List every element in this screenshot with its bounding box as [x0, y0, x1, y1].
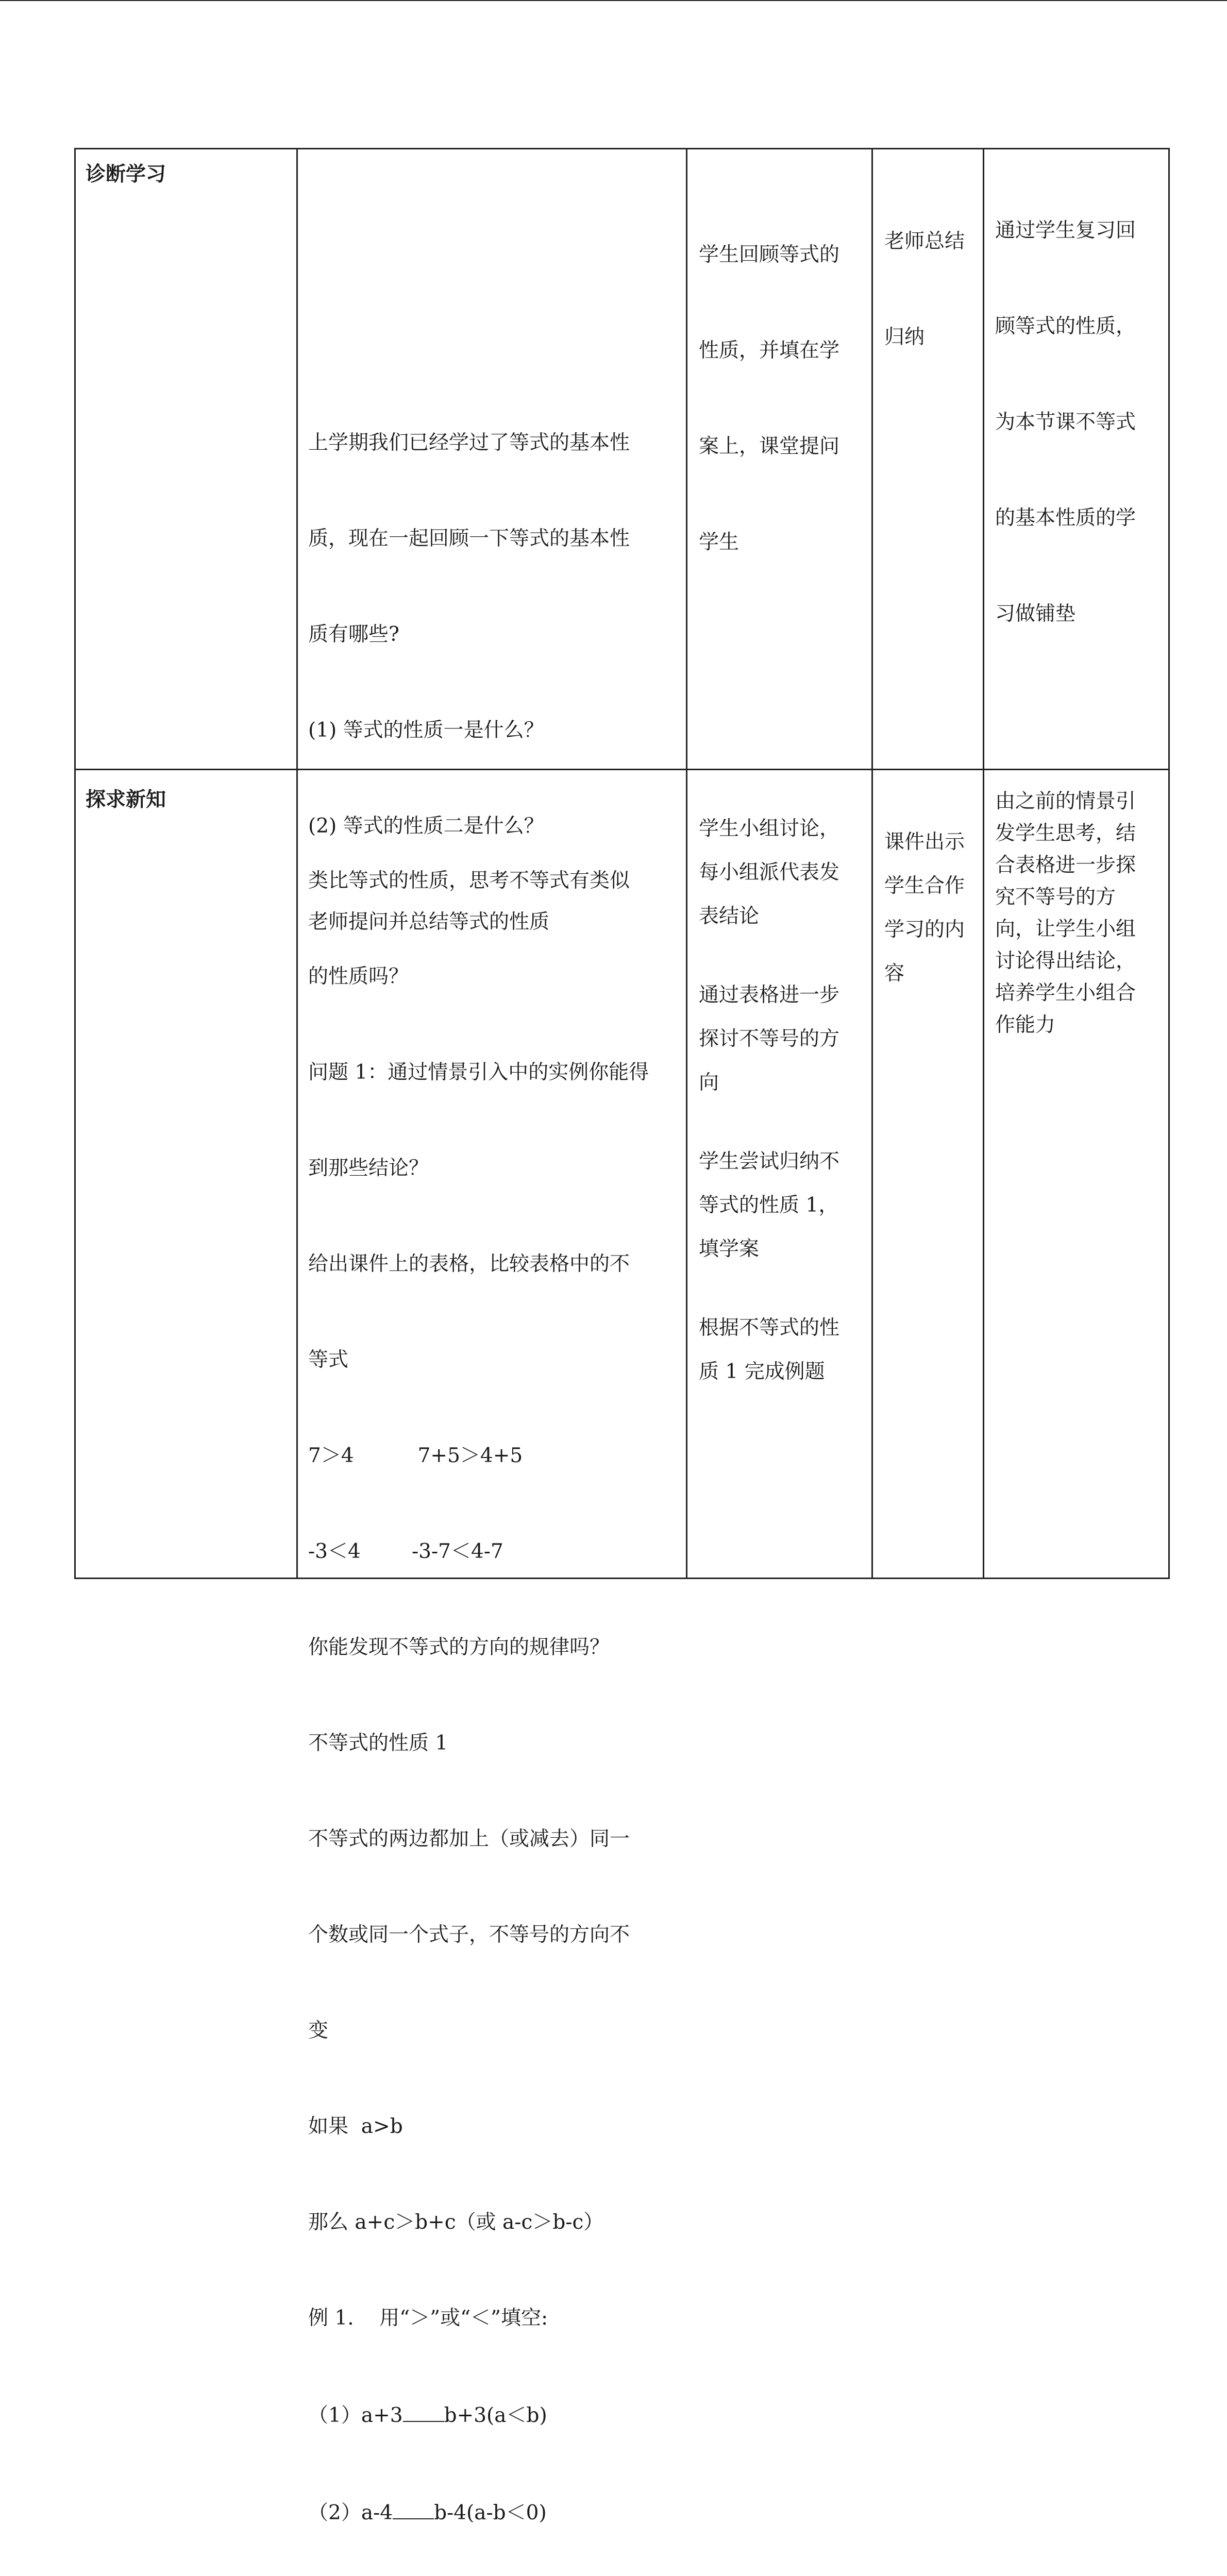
answer-blank[interactable]	[403, 2398, 444, 2422]
content-line: -3＜4 -3-7＜4-7	[308, 1540, 503, 1563]
student-activity-cell	[699, 807, 869, 1394]
column-divider	[871, 148, 873, 1579]
student-line: 学生回顾等式的	[699, 243, 840, 266]
design-intent-cell	[995, 786, 1167, 1041]
design-intent-cell	[995, 151, 1167, 694]
student-line: 学生小组讨论，	[699, 817, 840, 840]
content-line: 老师提问并总结等式的性质	[308, 910, 550, 934]
content-line: 不等式的两边都加上（或减去）同一	[308, 1827, 630, 1851]
intent-line: 培养学生小组合	[995, 981, 1136, 1005]
intent-line: 顾等式的性质，	[995, 315, 1136, 338]
intent-line: 通过学生复习回	[995, 219, 1136, 242]
example-suffix: b+3(a＜b)	[444, 2404, 547, 2427]
student-line: 性质，并填在学	[699, 339, 840, 362]
student-line: 案上，课堂提问	[699, 435, 840, 458]
content-line: 不等式的性质 1	[308, 1732, 448, 1755]
student-line: 质 1 完成例题	[699, 1360, 825, 1383]
teacher-line: 学习的内	[884, 918, 965, 941]
intent-line: 由之前的情景引	[995, 790, 1136, 813]
intent-line: 合表格进一步探	[995, 854, 1136, 877]
content-line: 到那些结论？	[308, 1157, 429, 1180]
example-prefix: （2）a-4	[308, 2501, 393, 2524]
content-line: 给出课件上的表格，比较表格中的不	[308, 1252, 630, 1276]
column-divider	[74, 148, 76, 1579]
content-line: 上学期我们已经学过了等式的基本性	[308, 431, 630, 454]
student-group	[699, 807, 869, 938]
student-line: 填学案	[699, 1238, 760, 1261]
student-line: 等式的性质 1，	[699, 1194, 839, 1217]
intent-line: 为本节课不等式	[995, 411, 1136, 434]
stage-label: 探求新知	[86, 788, 166, 811]
teacher-line: 学生合作	[884, 874, 965, 897]
student-line: 根据不等式的性	[699, 1316, 840, 1340]
student-line: 探讨不等号的方	[699, 1027, 840, 1050]
answer-blank[interactable]	[393, 2496, 434, 2519]
content-line: 变	[308, 2019, 329, 2042]
teacher-line: 课件出示	[884, 831, 965, 854]
content-line: 等式	[308, 1348, 349, 1371]
column-divider	[686, 148, 687, 1579]
content-line: 质有哪些?	[308, 623, 399, 646]
intent-line: 究不等号的方	[995, 886, 1116, 909]
column-divider	[296, 148, 298, 1579]
student-line: 向	[699, 1071, 719, 1094]
teacher-activity-cell	[884, 162, 980, 417]
student-line: 学生	[699, 531, 739, 554]
content-line: (1) 等式的性质一是什么？	[308, 719, 544, 742]
intent-line: 发学生思考，结	[995, 822, 1136, 845]
example-line	[308, 2398, 684, 2432]
teacher-activity-cell	[884, 820, 980, 995]
intent-line: 习做铺垫	[995, 602, 1076, 625]
content-cell	[308, 801, 684, 2576]
content-line: 7＞4 7+5＞4+5	[308, 1444, 523, 1467]
student-activity-cell	[699, 175, 869, 622]
student-line: 表结论	[699, 905, 760, 928]
content-line: 例 1. 用“＞”或“＜”填空:	[308, 2307, 548, 2330]
content-line: 类比等式的性质，思考不等式有类似	[308, 869, 630, 892]
content-line: 个数或同一个式子，不等号的方向不	[308, 1923, 630, 1946]
content-line: 如果 a>b	[308, 2115, 403, 2138]
intent-line: 作能力	[995, 1013, 1056, 1037]
intent-line: 的基本性质的学	[995, 506, 1136, 530]
content-line: 问题 1：通过情景引入中的实例你能得	[308, 1061, 649, 1084]
column-divider	[1168, 148, 1170, 1579]
teacher-line: 归纳	[884, 326, 925, 349]
example-prefix: （1）a+3	[308, 2404, 403, 2427]
student-line: 学生尝试归纳不	[699, 1150, 840, 1173]
student-group	[699, 973, 869, 1105]
content-line: 的性质吗？	[308, 965, 409, 988]
student-group	[699, 1140, 869, 1271]
content-line: 你能发现不等式的方向的规律吗？	[308, 1636, 610, 1659]
student-line: 通过表格进一步	[699, 984, 840, 1007]
intent-line: 向，让学生小组	[995, 918, 1136, 941]
teacher-line: 容	[884, 962, 905, 985]
example-line	[308, 2496, 684, 2529]
teacher-line: 老师总结	[884, 230, 965, 253]
content-line: (2) 等式的性质二是什么？	[308, 815, 544, 838]
student-group	[699, 1306, 869, 1394]
table-border-top	[74, 148, 1170, 149]
column-divider	[983, 148, 984, 1579]
example-suffix: b-4(a-b＜0)	[434, 2501, 547, 2524]
stage-label: 诊断学习	[86, 162, 166, 186]
student-line: 每小组派代表发	[699, 861, 840, 884]
intent-line: 讨论得出结论，	[995, 950, 1136, 973]
content-line: 质，现在一起回顾一下等式的基本性	[308, 527, 630, 550]
content-line: 那么 a+c＞b+c（或 a-c＞b-c）	[308, 2211, 604, 2234]
